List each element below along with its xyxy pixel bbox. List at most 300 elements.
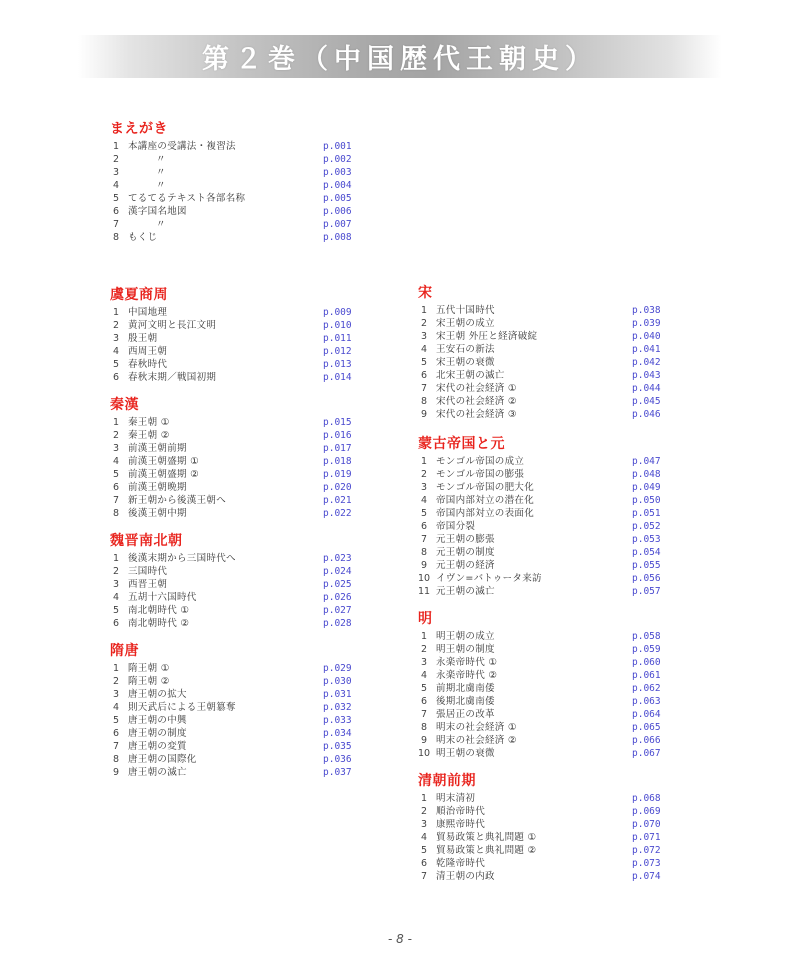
entry-title: モンゴル帝国の肥大化: [436, 482, 535, 493]
entry-number: 4: [113, 592, 120, 603]
toc-entry[interactable]: [418, 585, 674, 598]
entry-number: 5: [421, 508, 428, 519]
entry-title: 宋王朝の成立: [436, 318, 495, 329]
entry-title: 前期北虜南倭: [436, 683, 495, 694]
toc-entry[interactable]: [418, 643, 674, 656]
entry-title: 隋王朝 ②: [128, 676, 170, 687]
entry-page-ref[interactable]: p.013: [323, 359, 352, 370]
entry-page-ref[interactable]: p.031: [323, 689, 352, 700]
entry-title: 唐王朝の国際化: [128, 754, 197, 765]
entry-number: 5: [113, 193, 120, 204]
entry-page-ref[interactable]: p.063: [632, 696, 661, 707]
entry-number: 9: [421, 735, 428, 746]
toc-entry[interactable]: [418, 455, 674, 468]
entry-title: 南北朝時代 ②: [128, 618, 190, 629]
entry-page-ref[interactable]: p.049: [632, 482, 661, 493]
entry-page-ref[interactable]: p.055: [632, 560, 661, 571]
entry-title: 宋代の社会経済 ②: [436, 396, 517, 407]
toc-entry[interactable]: [110, 358, 365, 371]
entry-number: 4: [421, 670, 428, 681]
entry-title: 乾隆帝時代: [436, 858, 486, 869]
entry-page-ref[interactable]: p.025: [323, 579, 352, 590]
toc-entry[interactable]: [418, 792, 674, 805]
entry-title: 〃: [156, 167, 166, 178]
entry-title: 貿易政策と典礼問題 ①: [436, 832, 537, 843]
entry-title: 則天武后による王朝簒奪: [128, 702, 236, 713]
entry-number: 5: [113, 469, 120, 480]
toc-entry[interactable]: [418, 559, 674, 572]
toc-section: [418, 284, 678, 421]
entry-page-ref[interactable]: p.006: [323, 206, 352, 217]
entry-page-ref[interactable]: p.057: [632, 586, 661, 597]
toc-entry[interactable]: [110, 701, 365, 714]
entry-number: 8: [113, 754, 120, 765]
entry-number: 7: [421, 709, 428, 720]
toc-section: [110, 642, 370, 779]
entry-title: もくじ: [128, 232, 158, 243]
entry-title: 〃: [156, 219, 166, 230]
entry-title: 元王朝の膨張: [436, 534, 495, 545]
entry-number: 7: [421, 383, 428, 394]
toc-entry[interactable]: [110, 591, 365, 604]
entry-title: 漢字国名地図: [128, 206, 187, 217]
entry-number: 4: [113, 346, 120, 357]
entry-page-ref[interactable]: p.035: [323, 741, 352, 752]
entry-page-ref[interactable]: p.023: [323, 553, 352, 564]
entry-title: 春秋末期／戦国初期: [128, 372, 217, 383]
toc-entry[interactable]: [418, 870, 674, 883]
entry-page-ref[interactable]: p.034: [323, 728, 352, 739]
entry-number: 3: [421, 331, 428, 342]
entry-page-ref[interactable]: p.041: [632, 344, 661, 355]
toc-entry[interactable]: [418, 408, 674, 421]
entry-title: 宋代の社会経済 ①: [436, 383, 517, 394]
entry-title: 三国時代: [128, 566, 168, 577]
entry-number: 4: [113, 702, 120, 713]
toc-entry[interactable]: [110, 675, 365, 688]
toc-section: [110, 532, 370, 630]
entry-page-ref[interactable]: p.058: [632, 631, 661, 642]
entry-page-ref[interactable]: p.047: [632, 456, 661, 467]
entry-number: 6: [421, 696, 428, 707]
toc-entry[interactable]: [418, 317, 674, 330]
entry-page-ref[interactable]: p.071: [632, 832, 661, 843]
toc-entry[interactable]: [110, 688, 365, 701]
entry-number: 7: [113, 219, 120, 230]
entry-title: 前漢王朝盛期 ②: [128, 469, 199, 480]
toc-entry[interactable]: [110, 429, 365, 442]
entry-number: 3: [113, 689, 120, 700]
entry-title: 本講座の受講法・複習法: [128, 141, 236, 152]
entry-number: 1: [113, 141, 120, 152]
toc-left-column: [110, 120, 370, 793]
toc-entry[interactable]: [418, 382, 674, 395]
entry-page-ref[interactable]: p.051: [632, 508, 661, 519]
entry-page-ref[interactable]: p.007: [323, 219, 352, 230]
entry-title: 帝国内部対立の表面化: [436, 508, 535, 519]
toc-entry[interactable]: [418, 395, 674, 408]
entry-page-ref[interactable]: p.045: [632, 396, 661, 407]
toc-section: [418, 610, 678, 760]
entry-page-ref[interactable]: p.018: [323, 456, 352, 467]
entry-number: 8: [113, 232, 120, 243]
entry-number: 10: [418, 748, 431, 759]
entry-page-ref[interactable]: p.042: [632, 357, 661, 368]
section-heading: 隋唐: [110, 643, 139, 659]
entry-number: 3: [421, 819, 428, 830]
entry-number: 8: [421, 396, 428, 407]
toc-entry[interactable]: [418, 507, 674, 520]
entry-number: 2: [113, 154, 120, 165]
entry-number: 5: [113, 605, 120, 616]
entry-title: 唐王朝の中興: [128, 715, 187, 726]
entry-number: 4: [113, 456, 120, 467]
entry-number: 6: [113, 728, 120, 739]
entry-page-ref[interactable]: p.046: [632, 409, 661, 420]
entry-title: 〃: [156, 154, 166, 165]
toc-entry[interactable]: [418, 520, 674, 533]
entry-page-ref[interactable]: p.062: [632, 683, 661, 694]
entry-title: 黄河文明と長江文明: [128, 320, 217, 331]
entry-page-ref[interactable]: p.005: [323, 193, 352, 204]
entry-number: 9: [421, 409, 428, 420]
entry-page-ref[interactable]: p.068: [632, 793, 661, 804]
section-heading: まえがき: [110, 121, 168, 137]
toc-entry[interactable]: [418, 818, 674, 831]
entry-number: 3: [113, 443, 120, 454]
toc-entry[interactable]: [110, 507, 365, 520]
entry-title: 北宋王朝の滅亡: [436, 370, 505, 381]
toc-entry[interactable]: [418, 708, 674, 721]
entry-number: 9: [113, 767, 120, 778]
toc-entry[interactable]: [418, 656, 674, 669]
entry-title: 五代十国時代: [436, 305, 495, 316]
toc-entry[interactable]: [110, 345, 365, 358]
entry-page-ref[interactable]: p.036: [323, 754, 352, 765]
entry-page-ref[interactable]: p.043: [632, 370, 661, 381]
toc-entry[interactable]: [418, 533, 674, 546]
entry-title: 宋王朝 外圧と経済破綻: [436, 331, 538, 342]
entry-number: 6: [113, 482, 120, 493]
section-heading: 秦漢: [110, 397, 139, 413]
entry-title: 永楽帝時代 ①: [436, 657, 498, 668]
entry-number: 1: [113, 417, 120, 428]
entry-title: 五胡十六国時代: [128, 592, 197, 603]
entry-number: 1: [113, 663, 120, 674]
entry-page-ref[interactable]: p.015: [323, 417, 352, 428]
toc-entry[interactable]: [110, 442, 365, 455]
entry-number: 6: [113, 206, 120, 217]
toc-entry[interactable]: [110, 306, 365, 319]
entry-title: 貿易政策と典礼問題 ②: [436, 845, 537, 856]
toc-entry[interactable]: [418, 844, 674, 857]
entry-page-ref[interactable]: p.050: [632, 495, 661, 506]
toc-entry[interactable]: [110, 481, 365, 494]
entry-title: 明王朝の衰微: [436, 748, 495, 759]
entry-page-ref[interactable]: p.008: [323, 232, 352, 243]
entry-title: モンゴル帝国の膨張: [436, 469, 525, 480]
toc-entry[interactable]: [110, 494, 365, 507]
toc-entry[interactable]: [418, 831, 674, 844]
volume-title-banner: [78, 35, 722, 78]
toc-entry[interactable]: [418, 330, 674, 343]
toc-entry[interactable]: [418, 630, 674, 643]
entry-number: 6: [421, 858, 428, 869]
entry-title: 明王朝の成立: [436, 631, 495, 642]
entry-number: 3: [421, 482, 428, 493]
entry-number: 7: [113, 495, 120, 506]
toc-entry[interactable]: [418, 669, 674, 682]
section-heading: 虞夏商周: [110, 287, 168, 303]
entry-page-ref[interactable]: p.040: [632, 331, 661, 342]
toc-entry[interactable]: [418, 343, 674, 356]
entry-page-ref[interactable]: p.052: [632, 521, 661, 532]
entry-title: イヴン=バトゥータ来訪: [436, 573, 542, 584]
toc-entry[interactable]: [110, 416, 365, 429]
entry-number: 7: [113, 741, 120, 752]
entry-number: 11: [418, 586, 431, 597]
entry-page-ref[interactable]: p.032: [323, 702, 352, 713]
toc-entry[interactable]: [110, 179, 365, 192]
toc-entry[interactable]: [110, 455, 365, 468]
toc-entry[interactable]: [110, 753, 365, 766]
entry-title: 唐王朝の変質: [128, 741, 187, 752]
toc-entry[interactable]: [110, 371, 365, 384]
entry-title: 張居正の改革: [436, 709, 495, 720]
toc-section: [110, 120, 370, 244]
toc-entry[interactable]: [110, 740, 365, 753]
entry-page-ref[interactable]: p.033: [323, 715, 352, 726]
toc-entry[interactable]: [110, 332, 365, 345]
toc-entry[interactable]: [110, 578, 365, 591]
toc-entry[interactable]: [418, 747, 674, 760]
entry-title: 康熙帝時代: [436, 819, 486, 830]
entry-number: 6: [113, 618, 120, 629]
entry-page-ref[interactable]: p.064: [632, 709, 661, 720]
section-heading: 宋: [418, 285, 433, 301]
toc-entry[interactable]: [418, 721, 674, 734]
entry-page-ref[interactable]: p.019: [323, 469, 352, 480]
toc-entry[interactable]: [110, 552, 365, 565]
page-number: - 8 -: [388, 932, 412, 946]
entry-number: 2: [113, 430, 120, 441]
entry-title: 唐王朝の拡大: [128, 689, 187, 700]
toc-entry[interactable]: [110, 153, 365, 166]
entry-page-ref[interactable]: p.056: [632, 573, 661, 584]
entry-title: 明王朝の制度: [436, 644, 495, 655]
entry-number: 6: [113, 372, 120, 383]
toc-entry[interactable]: [418, 494, 674, 507]
entry-number: 4: [421, 344, 428, 355]
section-heading: 明: [418, 611, 433, 627]
entry-number: 5: [421, 683, 428, 694]
entry-number: 6: [421, 521, 428, 532]
section-heading: 清朝前期: [418, 773, 476, 789]
entry-number: 1: [421, 305, 428, 316]
entry-title: 元王朝の滅亡: [436, 586, 495, 597]
entry-number: 2: [421, 469, 428, 480]
entry-number: 10: [418, 573, 431, 584]
toc-entry[interactable]: [418, 304, 674, 317]
toc-section: [418, 435, 678, 598]
entry-page-ref[interactable]: p.067: [632, 748, 661, 759]
toc-entry[interactable]: [110, 231, 365, 244]
entry-title: 前漢王朝前期: [128, 443, 187, 454]
entry-title: 前漢王朝盛期 ①: [128, 456, 199, 467]
entry-title: 唐王朝の制度: [128, 728, 187, 739]
entry-title: 明末の社会経済 ①: [436, 722, 517, 733]
entry-page-ref[interactable]: p.017: [323, 443, 352, 454]
entry-title: 隋王朝 ①: [128, 663, 170, 674]
entry-title: 〃: [156, 180, 166, 191]
entry-page-ref[interactable]: p.003: [323, 167, 352, 178]
entry-page-ref[interactable]: p.054: [632, 547, 661, 558]
entry-number: 4: [421, 832, 428, 843]
entry-title: 殷王朝: [128, 333, 158, 344]
toc-right-column: [418, 284, 678, 897]
toc-entry[interactable]: [110, 766, 365, 779]
toc-entry[interactable]: [110, 166, 365, 179]
entry-title: 元王朝の経済: [436, 560, 495, 571]
entry-page-ref[interactable]: p.026: [323, 592, 352, 603]
entry-page-ref[interactable]: p.012: [323, 346, 352, 357]
section-heading: 魏晋南北朝: [110, 533, 183, 549]
entry-number: 1: [113, 553, 120, 564]
entry-page-ref[interactable]: p.065: [632, 722, 661, 733]
entry-page-ref[interactable]: p.060: [632, 657, 661, 668]
entry-title: 西周王朝: [128, 346, 168, 357]
entry-number: 8: [421, 722, 428, 733]
entry-title: 秦王朝 ①: [128, 417, 170, 428]
toc-entry[interactable]: [110, 205, 365, 218]
toc-section: [110, 286, 370, 384]
toc-entry[interactable]: [418, 369, 674, 382]
entry-title: 後漢王朝中期: [128, 508, 187, 519]
entry-number: 1: [113, 307, 120, 318]
entry-page-ref[interactable]: p.016: [323, 430, 352, 441]
toc-entry[interactable]: [418, 546, 674, 559]
entry-number: 8: [421, 547, 428, 558]
entry-page-ref[interactable]: p.048: [632, 469, 661, 480]
entry-title: 帝国内部対立の潜在化: [436, 495, 535, 506]
entry-number: 1: [421, 631, 428, 642]
entry-number: 2: [421, 806, 428, 817]
entry-page-ref[interactable]: p.059: [632, 644, 661, 655]
entry-title: 順治帝時代: [436, 806, 486, 817]
entry-number: 5: [113, 359, 120, 370]
toc-entry[interactable]: [110, 617, 365, 630]
toc-section: [418, 772, 678, 883]
toc-entry[interactable]: [418, 695, 674, 708]
entry-title: 新王朝から後漢王朝へ: [128, 495, 227, 506]
toc-entry[interactable]: [418, 734, 674, 747]
entry-title: 唐王朝の滅亡: [128, 767, 187, 778]
entry-number: 5: [421, 357, 428, 368]
entry-page-ref[interactable]: p.037: [323, 767, 352, 778]
entry-title: 宋代の社会経済 ③: [436, 409, 517, 420]
volume-title: 第２巻（中国歴代王朝史）: [202, 44, 598, 75]
entry-number: 9: [421, 560, 428, 571]
entry-page-ref[interactable]: p.002: [323, 154, 352, 165]
entry-title: 宋王朝の衰微: [436, 357, 495, 368]
toc-entry[interactable]: [418, 481, 674, 494]
toc-entry[interactable]: [418, 468, 674, 481]
toc-entry[interactable]: [418, 572, 674, 585]
entry-title: 明末の社会経済 ②: [436, 735, 517, 746]
entry-page-ref[interactable]: p.044: [632, 383, 661, 394]
toc-entry[interactable]: [110, 468, 365, 481]
entry-page-ref[interactable]: p.073: [632, 858, 661, 869]
entry-page-ref[interactable]: p.010: [323, 320, 352, 331]
entry-title: 春秋時代: [128, 359, 168, 370]
entry-number: 2: [421, 644, 428, 655]
entry-page-ref[interactable]: p.053: [632, 534, 661, 545]
entry-page-ref[interactable]: p.039: [632, 318, 661, 329]
entry-page-ref[interactable]: p.029: [323, 663, 352, 674]
entry-title: 元王朝の制度: [436, 547, 495, 558]
entry-page-ref[interactable]: p.020: [323, 482, 352, 493]
toc-entry[interactable]: [110, 218, 365, 231]
entry-page-ref[interactable]: p.038: [632, 305, 661, 316]
entry-title: 南北朝時代 ①: [128, 605, 190, 616]
entry-page-ref[interactable]: p.061: [632, 670, 661, 681]
entry-title: 王安石の新法: [436, 344, 495, 355]
entry-page-ref[interactable]: p.021: [323, 495, 352, 506]
entry-page-ref[interactable]: p.024: [323, 566, 352, 577]
section-heading: 蒙古帝国と元: [418, 436, 505, 452]
toc-entry[interactable]: [110, 565, 365, 578]
entry-page-ref[interactable]: p.027: [323, 605, 352, 616]
toc-entry[interactable]: [418, 682, 674, 695]
toc-entry[interactable]: [418, 356, 674, 369]
entry-page-ref[interactable]: p.009: [323, 307, 352, 318]
entry-page-ref[interactable]: p.028: [323, 618, 352, 629]
entry-page-ref[interactable]: p.066: [632, 735, 661, 746]
entry-page-ref[interactable]: p.074: [632, 871, 661, 882]
entry-title: 西晋王朝: [128, 579, 168, 590]
entry-number: 5: [113, 715, 120, 726]
entry-number: 5: [421, 845, 428, 856]
toc-entry[interactable]: [110, 319, 365, 332]
entry-number: 2: [113, 676, 120, 687]
toc-entry[interactable]: [110, 727, 365, 740]
entry-page-ref[interactable]: p.030: [323, 676, 352, 687]
entry-page-ref[interactable]: p.069: [632, 806, 661, 817]
toc-entry[interactable]: [418, 805, 674, 818]
entry-page-ref[interactable]: p.014: [323, 372, 352, 383]
entry-number: 4: [421, 495, 428, 506]
entry-number: 7: [421, 871, 428, 882]
toc-entry[interactable]: [110, 140, 365, 153]
entry-page-ref[interactable]: p.011: [323, 333, 352, 344]
toc-entry[interactable]: [110, 192, 365, 205]
toc-entry[interactable]: [110, 714, 365, 727]
entry-number: 8: [113, 508, 120, 519]
toc-entry[interactable]: [110, 604, 365, 617]
entry-page-ref[interactable]: p.004: [323, 180, 352, 191]
entry-page-ref[interactable]: p.070: [632, 819, 661, 830]
entry-page-ref[interactable]: p.072: [632, 845, 661, 856]
entry-number: 3: [113, 167, 120, 178]
entry-page-ref[interactable]: p.001: [323, 141, 352, 152]
entry-title: 前漢王朝晩期: [128, 482, 187, 493]
entry-page-ref[interactable]: p.022: [323, 508, 352, 519]
toc-entry[interactable]: [110, 662, 365, 675]
toc-section: [110, 396, 370, 520]
entry-title: 秦王朝 ②: [128, 430, 170, 441]
toc-entry[interactable]: [418, 857, 674, 870]
entry-number: 2: [113, 320, 120, 331]
